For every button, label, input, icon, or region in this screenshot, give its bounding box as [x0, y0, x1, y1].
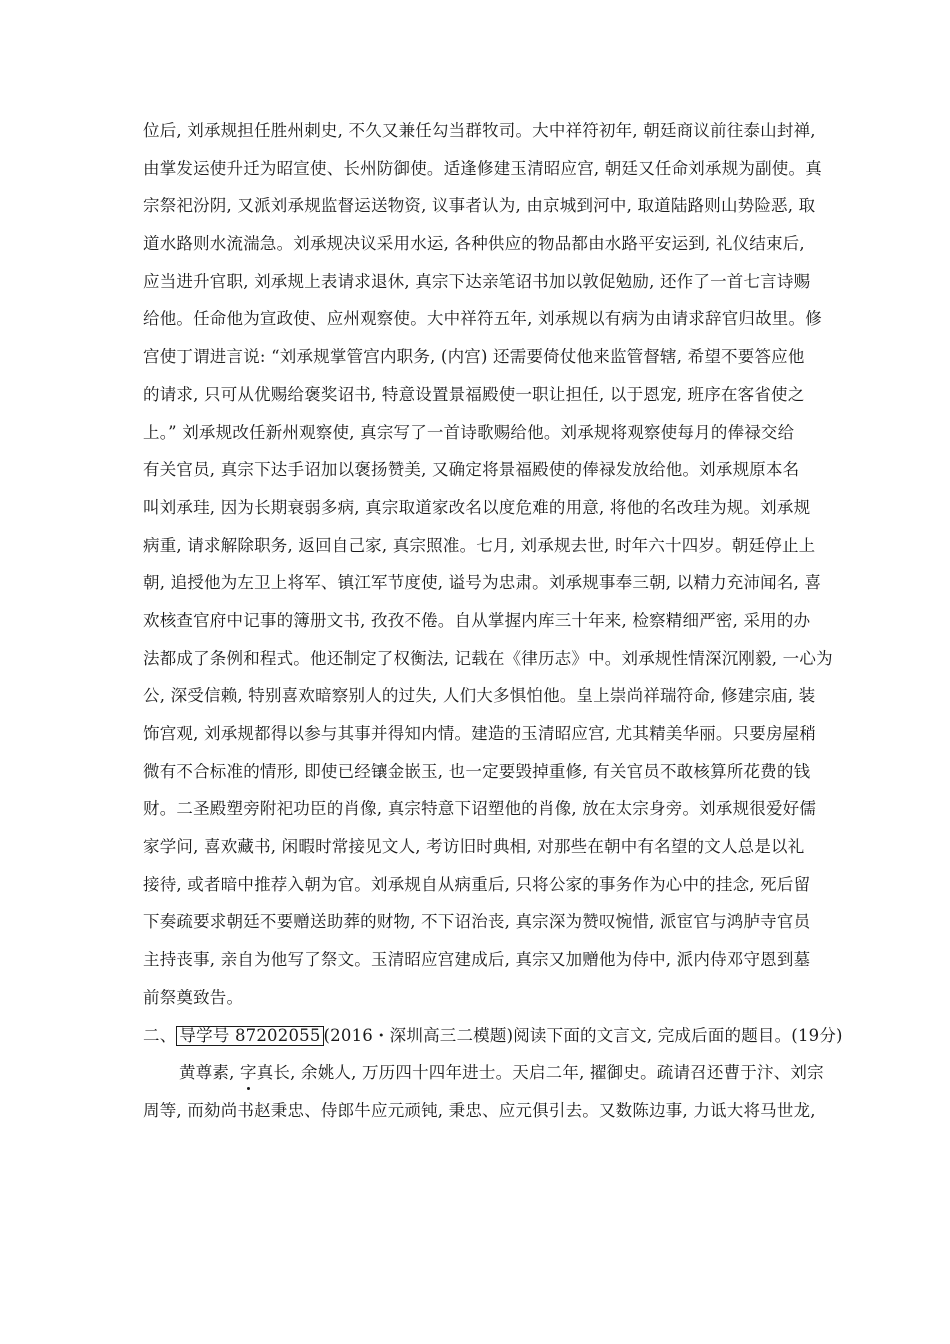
translation-line: 道水路则水流湍急。刘承规决议采用水运, 各种供应的物品都由水路平安运到, 礼仪结束后, [143, 234, 805, 254]
emphasized-character: 字 [240, 1054, 257, 1092]
translation-line: 有关官员, 真宗下达手诏加以褒扬赞美, 又确定将景福殿使的俸禄发放给他。刘承规原本名 [143, 460, 800, 480]
translation-line: 叫刘承珪, 因为长期衰弱多病, 真宗取道家改名以度危难的用意, 将他的名改珪为规。刘承规 [143, 497, 811, 517]
original-text-line-2: 周等, 而劾尚书赵秉忠、侍郎牛应元顽钝, 秉忠、应元俱引去。又数陈边事, 力诋大将马世龙, [143, 1100, 816, 1120]
translation-line: 法都成了条例和程式。他还制定了权衡法, 记载在《律历志》中。刘承规性情深沉刚毅, 一心为 [143, 648, 833, 668]
question-instruction: 阅读下面的文言文, 完成后面的题目。(19分) [513, 1025, 843, 1045]
translation-line: 欢核查官府中记事的簿册文书, 孜孜不倦。自从掌握内库三十年来, 检察精细严密, 采用的办 [143, 610, 811, 630]
translation-line: 财。二圣殿塑旁附祀功臣的肖像, 真宗特意下诏塑他的肖像, 放在太宗身旁。刘承规很爱好儒 [143, 799, 817, 819]
guide-code-box: 导学号 87202055 [176, 1026, 323, 1046]
translation-line: 由掌发运使升迁为昭宣使、长州防御使。适逢修建玉清昭应宫, 朝廷又任命刘承规为副使。真 [143, 158, 822, 178]
translation-line: 位后, 刘承规担任胜州刺史, 不久又兼任勾当群牧司。大中祥符初年, 朝廷商议前往泰山封禅, [143, 121, 816, 140]
translation-line: 主持丧事, 亲自为他写了祭文。玉清昭应宫建成后, 真宗又加赠他为侍中, 派内侍邓守恩到墓 [143, 950, 811, 970]
translation-line: 家学问, 喜欢藏书, 闲暇时常接见文人, 考访旧时典相, 对那些在朝中有名望的文人总是以礼 [143, 837, 805, 857]
translation-line: 给他。任命他为宣政使、应州观察使。大中祥符五年, 刘承规以有病为由请求辞官归故里。修 [143, 309, 822, 329]
translation-line: 上。” 刘承规改任新州观察使, 真宗写了一首诗歌赐给他。刘承规将观察使每月的俸禄交给 [143, 422, 795, 442]
document-page [143, 112, 843, 1130]
translation-line: 宗祭祀汾阴, 又派刘承规监督运送物资, 议事者认为, 由京城到河中, 取道陆路则山势险恶, 取 [143, 196, 816, 216]
translation-line: 微有不合标准的情形, 即使已经镶金嵌玉, 也一定要毁掉重修, 有关官员不敢核算所花费的钱 [143, 761, 811, 781]
original-text-segment: 真长, 余姚人, 万历四十四年进士。天启二年, 擢御史。疏请召还曹于汴、刘宗 [256, 1063, 824, 1083]
translation-line: 应当进升官职, 刘承规上表请求退休, 真宗下达亲笔诏书加以敦促勉励, 还作了一首七言诗赐 [143, 271, 811, 291]
translation-line: 公, 深受信赖, 特别喜欢暗察别人的过失, 人们大多惧怕他。皇上崇尚祥瑞符命, 修建宗庙, 装 [143, 686, 816, 706]
translation-line: 接待, 或者暗中推荐入朝为官。刘承规自从病重后, 只将公家的事务作为心中的挂念, 死后留 [143, 874, 811, 894]
original-text-line-1 [143, 1054, 824, 1092]
translation-line: 朝, 追授他为左卫上将军、镇江军节度使, 谥号为忠肃。刘承规事奉三朝, 以精力充沛闻名, 喜 [143, 573, 822, 593]
translation-line: 下奏疏要求朝廷不要赠送助葬的财物, 不下诏治丧, 真宗深为赞叹惋惜, 派宦官与鸿胪寺官员 [143, 912, 811, 932]
translation-line: 饰宫观, 刘承规都得以参与其事并得知内情。建造的玉清昭应宫, 尤其精美华丽。只要房屋稍 [143, 724, 817, 743]
question-source: (2016・深圳高三二模题) [323, 1025, 514, 1045]
translation-line: 宫使丁谓进言说: “刘承规掌管宫内职务, (内宫) 还需要倚仗他来监管督辖, 希望不要答应他 [143, 347, 805, 367]
question-header [143, 1017, 843, 1055]
question-number: 二、 [143, 1025, 177, 1045]
translation-line: 病重, 请求解除职务, 返回自己家, 真宗照准。七月, 刘承规去世, 时年六十四岁。朝廷停止上 [143, 535, 816, 555]
translation-passage [143, 112, 833, 1017]
original-text-segment: 黄尊素, [179, 1063, 240, 1083]
translation-line: 前祭奠致告。 [143, 987, 244, 1007]
translation-line: 的请求, 只可从优赐给褒奖诏书, 特意设置景福殿使一职让担任, 以于恩宠, 班序在客省使之 [143, 384, 805, 404]
